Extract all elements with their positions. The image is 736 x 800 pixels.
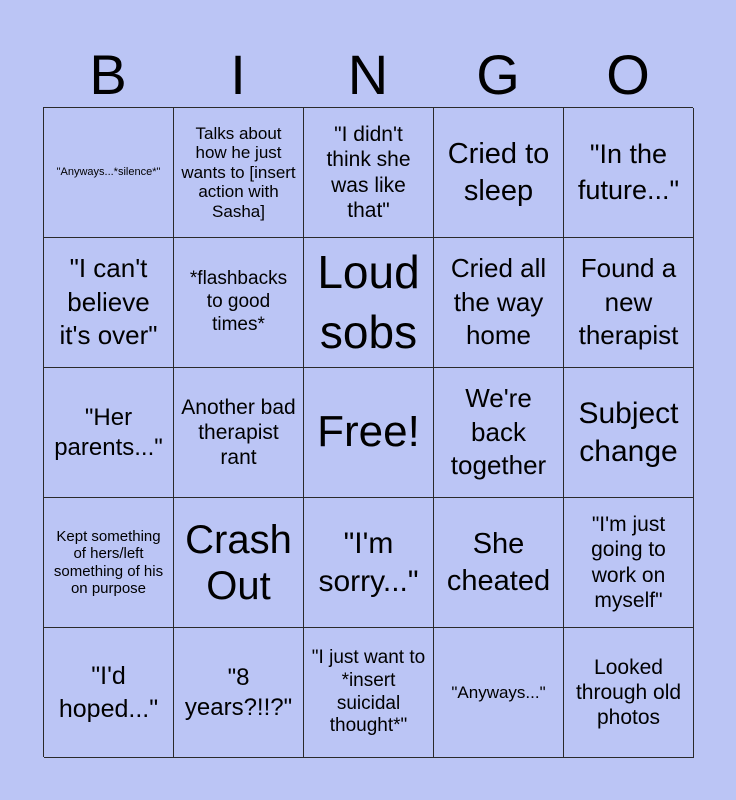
header-letter-n: N (347, 43, 389, 106)
header-letter-g: G (476, 43, 520, 106)
bingo-header (43, 42, 693, 108)
bingo-cell[interactable]: "In the future..." (564, 108, 694, 238)
bingo-cell[interactable]: "I just want to *insert suicidal thought*" (304, 628, 434, 758)
header-letter-o: O (606, 43, 650, 106)
bingo-cell[interactable]: Another bad therapist rant (174, 368, 304, 498)
bingo-cell[interactable]: "8 years?!!?" (174, 628, 304, 758)
bingo-cell[interactable]: "I didn't think she was like that" (304, 108, 434, 238)
bingo-cell[interactable]: Found a new therapist (564, 238, 694, 368)
bingo-cell[interactable]: Looked through old photos (564, 628, 694, 758)
header-letter-b: B (89, 43, 127, 106)
bingo-cell[interactable]: Subject change (564, 368, 694, 498)
bingo-board (43, 107, 693, 757)
bingo-cell[interactable]: She cheated (434, 498, 564, 628)
bingo-cell[interactable]: Kept something of hers/left something of his on purpose (44, 498, 174, 628)
bingo-cell[interactable]: Talks about how he just wants to [insert action with Sasha] (174, 108, 304, 238)
bingo-cell[interactable]: *flashbacks to good times* (174, 238, 304, 368)
bingo-cell[interactable]: Cried all the way home (434, 238, 564, 368)
bingo-cell[interactable]: "I'm sorry..." (304, 498, 434, 628)
bingo-cell[interactable]: We're back together (434, 368, 564, 498)
bingo-cell[interactable]: "I'd hoped..." (44, 628, 174, 758)
bingo-cell[interactable]: "I can't believe it's over" (44, 238, 174, 368)
bingo-cell[interactable]: "Anyways..." (434, 628, 564, 758)
bingo-cell[interactable]: Cried to sleep (434, 108, 564, 238)
bingo-cell[interactable]: "Anyways...*silence*" (44, 108, 174, 238)
bingo-cell[interactable]: "I'm just going to work on myself" (564, 498, 694, 628)
free-space[interactable]: Free! (304, 368, 434, 498)
bingo-cell[interactable]: Loud sobs (304, 238, 434, 368)
bingo-cell[interactable]: Crash Out (174, 498, 304, 628)
header-letter-i: I (230, 43, 246, 106)
bingo-cell[interactable]: "Her parents..." (44, 368, 174, 498)
